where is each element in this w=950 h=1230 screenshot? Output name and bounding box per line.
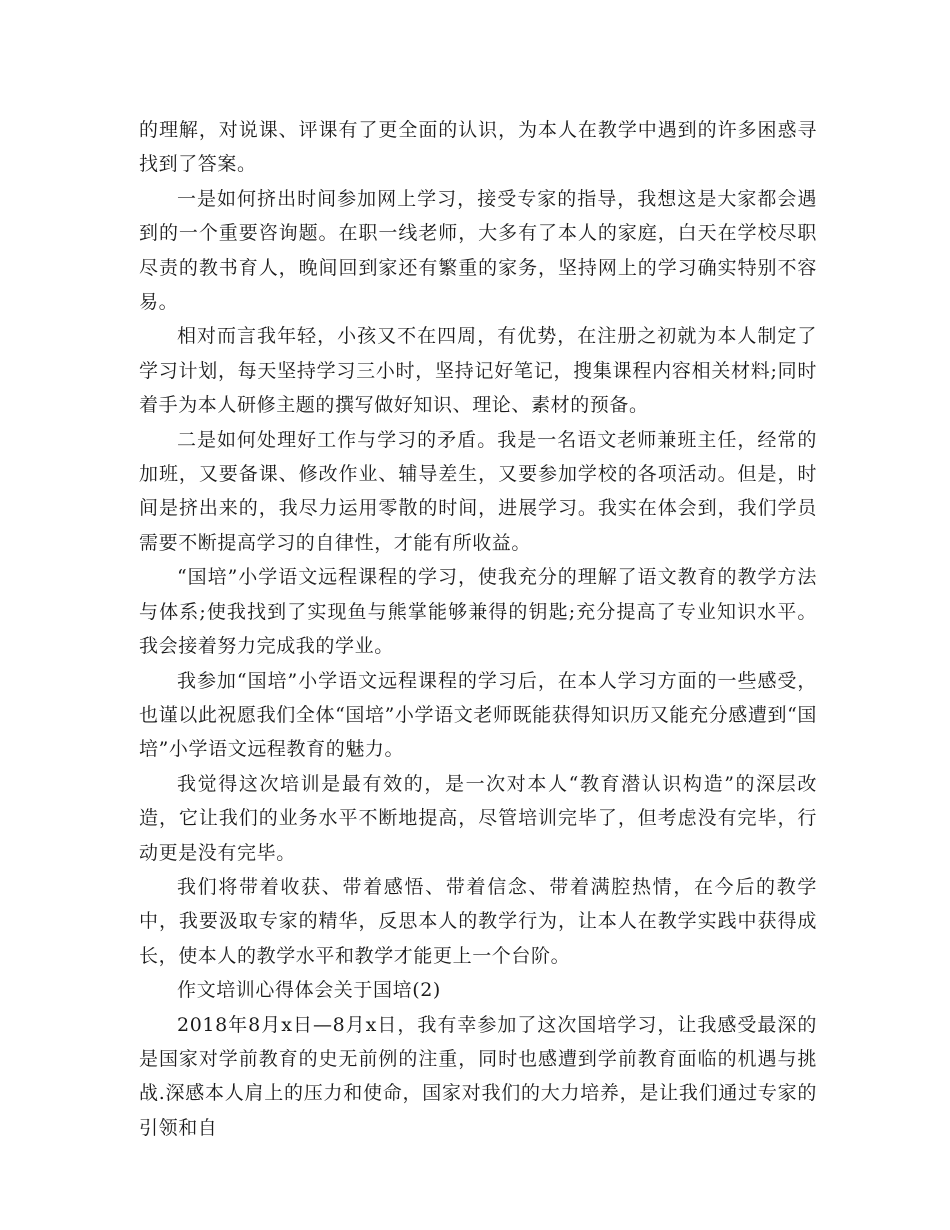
paragraph-study-plan: 相对而言我年轻，小孩又不在四周，有优势，在注册之初就为本人制定了学习计划，每天坚持学习三小时，坚持记好笔记，搜集课程内容相关材料;同时着手为本人研修主题的撰写做好知识、理论、素材的预备。 [139,325,817,417]
paragraph-effectiveness: 我觉得这次培训是最有效的，是一次对本人“教育潜认识构造”的深层改造，它让我们的业务水平不断地提高，尽管培训完毕了，但考虑没有完毕，行动更是没有完毕。 [139,772,817,864]
paragraph-work-study-balance: 二是如何处理好工作与学习的矛盾。我是一名语文老师兼班主任，经常的加班，又要备课、修改作业、辅导差生，又要参加学校的各项活动。但是，时间是挤出来的，我尽力运用零散的时间，进展学习。我实在体会到，我们学员需要不断提高学习的自律性，才能有所收益。 [139,428,817,554]
paragraph-second-article-intro: 2018年8月x日—8月x日，我有幸参加了这次国培学习，让我感受最深的是国家对学前教育的史无前例的注重，同时也感遭到学前教育面临的机遇与挑战.深感本人肩上的压力和使命，国家对我们的大力培养，是让我们通过专家的引领和自 [139,1013,817,1139]
paragraph-continuation: 的理解，对说课、评课有了更全面的认识，为本人在教学中遇到的许多困惑寻找到了答案。 [139,119,817,176]
paragraph-wishes: 我参加“国培”小学语文远程课程的学习后，在本人学习方面的一些感受，也谨以此祝愿我们全体“国培”小学语文老师既能获得知识历又能充分感遭到“国培”小学语文远程教育的魅力。 [139,669,817,761]
document-body [139,113,817,1145]
paragraph-future-commitment: 我们将带着收获、带着感悟、带着信念、带着满腔热情，在今后的教学中，我要汲取专家的精华，反思本人的教学行为，让本人在教学实践中获得成长，使本人的教学水平和教学才能更上一个台阶。 [139,875,817,967]
paragraph-course-benefits: “国培”小学语文远程课程的学习，使我充分的理解了语文教育的教学方法与体系;使我找到了实现鱼与熊掌能够兼得的钥匙;充分提高了专业知识水平。我会接着努力完成我的学业。 [139,566,817,658]
paragraph-time-management: 一是如何挤出时间参加网上学习，接受专家的指导，我想这是大家都会遇到的一个重要咨询题。在职一线老师，大多有了本人的家庭，白天在学校尽职尽责的教书育人，晚间回到家还有繁重的家务，坚持网上的学习确实特别不容易。 [139,187,817,314]
section-title: 作文培训心得体会关于国培(2) [177,979,441,1002]
